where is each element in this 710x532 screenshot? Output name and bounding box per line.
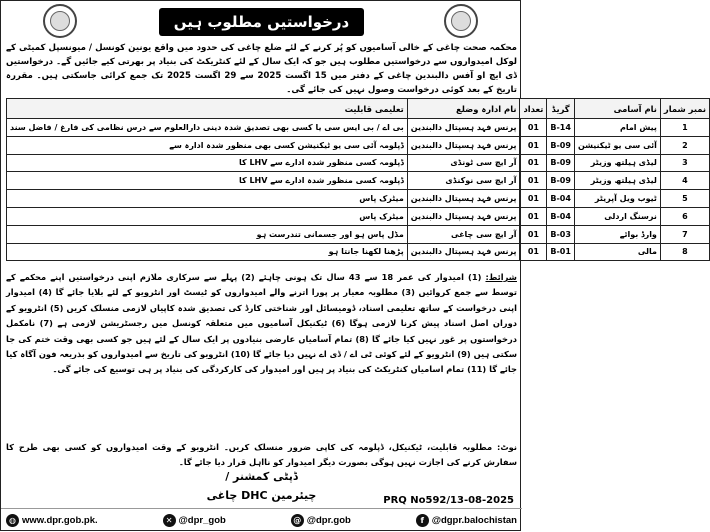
cell-count: 01 (520, 136, 547, 154)
note-heading: نوٹ: (497, 442, 517, 452)
page-title: درخواستیں مطلوب ہیں (159, 8, 364, 36)
footer-website-text: www.dpr.gob.pk. (22, 515, 98, 526)
cell-qualification: میٹرک پاس (7, 190, 408, 208)
header-serial: نمبر شمار (660, 99, 709, 119)
cell-place: پرنس فہد ہسپتال دالبندین (407, 136, 520, 154)
cell-count: 01 (520, 243, 547, 261)
footer-twitter[interactable] (163, 514, 226, 527)
footer-social[interactable] (291, 514, 351, 527)
footer-facebook[interactable] (416, 514, 517, 527)
cell-qualification: میٹرک پاس (7, 207, 408, 225)
cell-qualification: ڈپلومہ آئی سی یو ٹیکنیشن کسی بھی منظور شدہ ادارہ سے (7, 136, 408, 154)
cell-serial: 5 (660, 190, 709, 208)
cell-post: مالی (574, 243, 660, 261)
cell-serial: 6 (660, 207, 709, 225)
cell-qualification: ڈپلومہ کسی منظور شدہ ادارے سے LHV کا (7, 154, 408, 172)
table-row (7, 243, 710, 261)
cell-place: آر ایچ سی چاغی (407, 225, 520, 243)
note-paragraph (6, 440, 517, 470)
cell-qualification: بی اے / بی ایس سی یا کسی بھی تصدیق شدہ دینی دارالعلوم سے درس نظامی کی فارغ / فاضل سند (7, 119, 408, 137)
globe-icon: ◍ (6, 514, 19, 527)
header-post: نام آسامی (574, 99, 660, 119)
header-qualification: تعلیمی قابلیت (7, 99, 408, 119)
terms-heading: شرائط: (485, 272, 517, 282)
facebook-icon: f (416, 514, 429, 527)
cell-place: آر ایچ سی نوکنڈی (407, 172, 520, 190)
footer-bar (1, 508, 522, 532)
table-row (7, 190, 710, 208)
header-count: تعداد (520, 99, 547, 119)
cell-serial: 4 (660, 172, 709, 190)
cell-post: لیڈی ہیلتھ وزیٹر (574, 172, 660, 190)
terms-body: (1) امیدوار کی عمر 18 سے 43 سال تک ہونی چاہئے (2) پہلے سے سرکاری ملازم اپنی درخواستیں اپنے محکمے کے توسط سے جمع کروائیں (3) مطلوبہ معیار پر پورا اترنے والے امیدواروں کو ٹیسٹ اور انٹرویو کے لئے بلایا جائے گا (4) امیدوار اپنی درخواست کے ساتھ تعلیمی اسناد، ڈومیسائل اور شناختی کارڈ کی تصدیق شدہ کاپیاں لازمی منسلک کریں (5) انٹرویو کے دوران اصل اسناد پیش کرنا لازمی ہوگا (6) ٹیکنیکل آسامیوں میں متعلقہ کونسل میں رجسٹریشن لازمی ہے (7) نامکمل درخواستوں پر غور نہیں کیا جائے گا (8) تمام آسامیاں عارضی بنیادوں پر ایک سال کے لئے ہیں جو کسی بھی وقت ختم کی جا سکتی ہیں (9) انٹرویو کے لئے کوئی ٹی اے / ڈی اے نہیں دیا جائے گا (10) انٹرویو کی تاریخ سے امیدواروں کو بذریعہ فون آگاہ کیا جائے گا (11) تمام اسامیاں کنٹریکٹ کی بنیاد پر ہیں اور امیدوار کی کارکردگی کی بنیاد پر ہی توسیع کی جائے گی۔ (6, 272, 517, 375)
cell-place: پرنس فہد ہسپتال دالبندین (407, 243, 520, 261)
cell-count: 01 (520, 119, 547, 137)
cell-grade: B-01 (547, 243, 575, 261)
reference-number: PRQ No592/13-08-2025 (383, 495, 514, 506)
balochistan-emblem-icon (43, 4, 77, 38)
cell-post: پیش امام (574, 119, 660, 137)
cell-qualification: ڈپلومہ کسی منظور شدہ ادارے سے LHV کا (7, 172, 408, 190)
social-icon: @ (291, 514, 304, 527)
footer-social-text: @dpr.gob (306, 515, 351, 526)
signature-title: ڈپٹی کمشنر / (225, 470, 298, 483)
cell-post: وارڈ بوائے (574, 225, 660, 243)
header-place: نام ادارہ وضلع (407, 99, 520, 119)
cell-grade: B-14 (547, 119, 575, 137)
terms-paragraph (6, 270, 517, 378)
cell-grade: B-09 (547, 172, 575, 190)
cell-serial: 8 (660, 243, 709, 261)
government-emblem-icon (444, 4, 478, 38)
table-header-row (7, 99, 710, 119)
cell-count: 01 (520, 154, 547, 172)
cell-place: آر ایچ سی ٹونڈی (407, 154, 520, 172)
footer-website[interactable] (6, 514, 98, 527)
signature-block (161, 467, 362, 507)
cell-count: 01 (520, 190, 547, 208)
table-row (7, 119, 710, 137)
cell-serial: 7 (660, 225, 709, 243)
cell-count: 01 (520, 225, 547, 243)
cell-qualification: مڈل پاس ہو اور جسمانی تندرست ہو (7, 225, 408, 243)
cell-grade: B-04 (547, 207, 575, 225)
table-row (7, 225, 710, 243)
cell-grade: B-04 (547, 190, 575, 208)
signature-office: چیئرمین DHC چاغی (206, 489, 317, 502)
cell-count: 01 (520, 172, 547, 190)
cell-post: نرسنگ اردلی (574, 207, 660, 225)
cell-post: آئی سی یو ٹیکنیشن (574, 136, 660, 154)
cell-place: پرنس فہد ہسپتال دالبندین (407, 207, 520, 225)
cell-serial: 1 (660, 119, 709, 137)
cell-qualification: پڑھنا لکھنا جانتا ہو (7, 243, 408, 261)
cell-serial: 3 (660, 154, 709, 172)
footer-twitter-text: @dpr_gob (178, 515, 226, 526)
table-row (7, 207, 710, 225)
cell-place: پرنس فہد ہسپتال دالبندین (407, 190, 520, 208)
cell-count: 01 (520, 207, 547, 225)
table-row (7, 136, 710, 154)
cell-post: ٹیوب ویل آپریٹر (574, 190, 660, 208)
intro-paragraph: محکمہ صحت چاغی کے خالی آسامیوں کو پُر کرنے کے لئے ضلع چاغی کی حدود میں واقع یونین کونسل / میونسپل کمیٹی کے لوکل امیدواروں سے درخواستیں مطلوب ہیں جو کہ ایک سال کے لئے کنٹریکٹ کی بنیاد پر بھرتی کیے جائیں گے۔ درخواستیں ڈی ایچ او آفس دالبندین چاغی کے دفتر میں 15 اگست 2025 سے 29 اگست 2025 تک جمع کرائی جاسکتی ہیں۔ مقررہ تاریخ کے بعد کوئی درخواست وصول نہیں کی جائے گی۔ (6, 43, 517, 95)
cell-grade: B-09 (547, 136, 575, 154)
footer-facebook-text: @dgpr.balochistan (431, 515, 517, 526)
cell-serial: 2 (660, 136, 709, 154)
twitter-icon: ✕ (163, 514, 176, 527)
note-body: مطلوبہ قابلیت، ٹیکنیکل، ڈپلومہ کی کاپی ضرور منسلک کریں۔ انٹرویو کے وقت امیدواروں کو کسی بھی طرح کا سفارش کرنے کی اجازت نہیں ہوگی بصورت دیگر امیدوار کو نااہل قرار دیا جائے گا۔ (6, 442, 517, 467)
table-row (7, 154, 710, 172)
table-row (7, 172, 710, 190)
cell-grade: B-03 (547, 225, 575, 243)
cell-post: لیڈی ہیلتھ وزیٹر (574, 154, 660, 172)
vacancies-table (6, 98, 710, 261)
header-grade: گریڈ (547, 99, 575, 119)
cell-place: پرنس فہد ہسپتال دالبندین (407, 119, 520, 137)
cell-grade: B-09 (547, 154, 575, 172)
